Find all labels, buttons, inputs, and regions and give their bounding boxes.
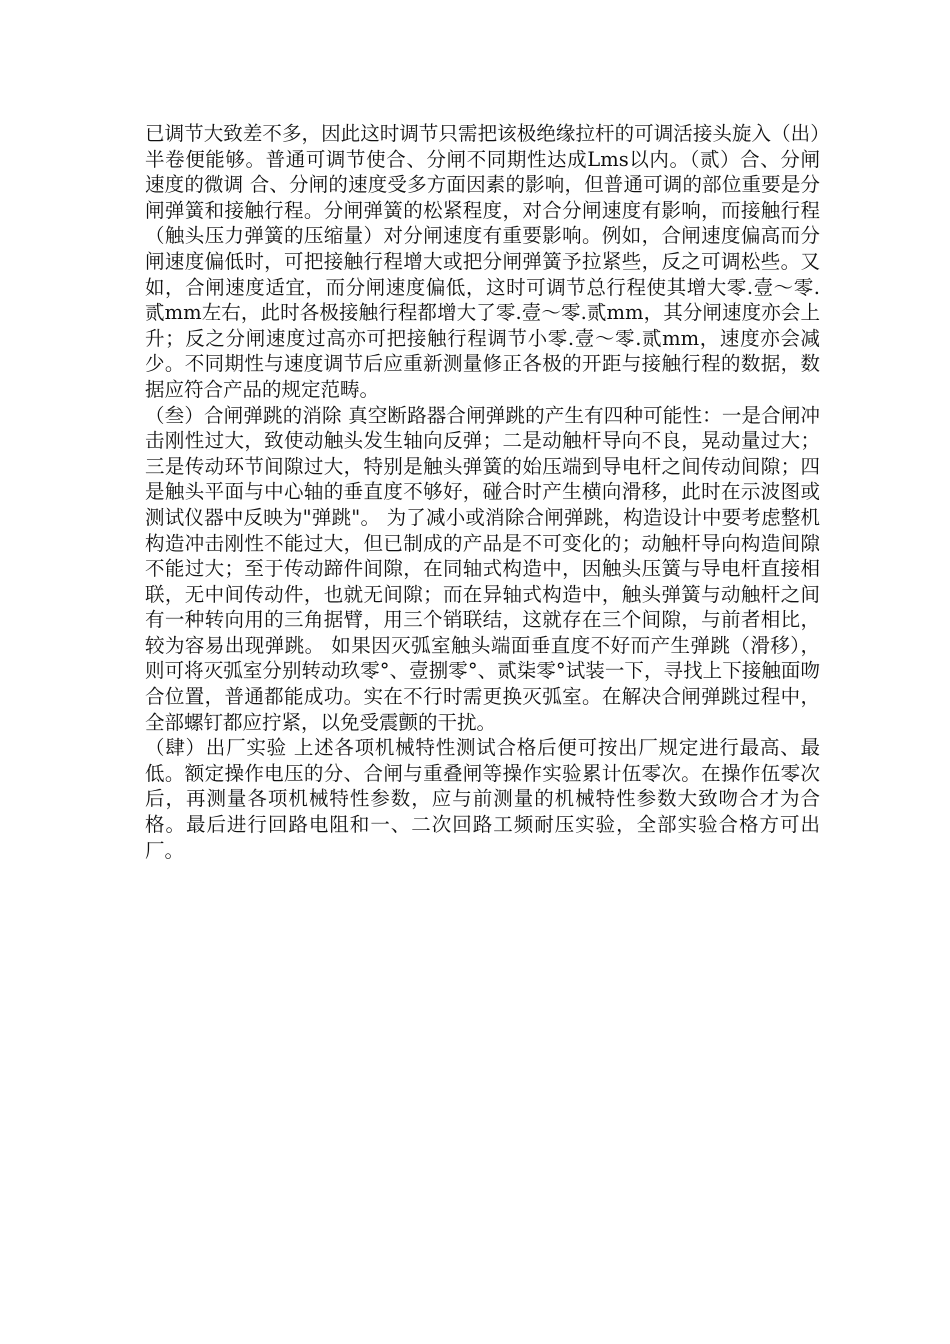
paragraph-speed-adjustment: 已调节大致差不多，因此这时调节只需把该极绝缘拉杆的可调活接头旋入（出）半卷便能够。普通可调节使合、分闸不同期性达成Lms以内。（贰）合、分闸速度的微调 合、分闸的速度受多方面因素的影响，但普通可调的部位重要是分闸弹簧和接触行程。分闸弹簧的松紧程度，对合分闸速度有影响，而接触行程（触头压力弹簧的压缩量）对分闸速度有重要影响。例如，合闸速度偏高而分闸速度偏低时，可把接触行程增大或把分闸弹簧予拉紧些，反之可调松些。又如，合闸速度适宜，而分闸速度偏低，这时可调节总行程使其增大零.壹～零.贰mm左右，此时各极接触行程都增大了零.壹～零.贰mm，其分闸速度亦会上升；反之分闸速度过高亦可把接触行程调节小零.壹～零.贰mm，速度亦会减少。不同期性与速度调节后应重新测量修正各极的开距与接触行程的数据，数据应符合产品的规定范畴。 [145, 122, 820, 401]
paragraph-closing-bounce: （叁）合闸弹跳的消除 真空断路器合闸弹跳的产生有四种可能性：一是合闸冲击刚性过大，致使动触头发生轴向反弹；二是动触杆导向不良，晃动量过大；三是传动环节间隙过大，特别是触头弹簧的始压端到导电杆之间传动间隙；四是触头平面与中心轴的垂直度不够好，碰合时产生横向滑移，此时在示波图或测试仪器中反映为"弹跳"。 为了减小或消除合闸弹跳，构造设计中要考虑整机构造冲击刚性不能过大，但已制成的产品是不可变化的；动触杆导向构造间隙不能过大；至于传动蹄件间隙，在同轴式构造中，因触头压簧与导电杆直接相联，无中间传动件，也就无间隙；而在异轴式构造中，触头弹簧与动触杆之间有一种转向用的三角据臂，用三个销联结，这就存在三个间隙，与前者相比，较为容易出现弹跳。 如果因灭弧室触头端面垂直度不好而产生弹跳（滑移），则可将灭弧室分别转动玖零°、壹捌零°、贰柒零°试装一下，寻找上下接触面吻合位置，普通都能成功。实在不行时需更换灭弧室。在解决合闸弹跳过程中，全部螺钉都应拧紧，以免受震颤的干扰。 [145, 403, 820, 734]
paragraph-factory-test: （肆）出厂实验 上述各项机械特性测试合格后便可按出厂规定进行最高、最低。额定操作电压的分、合闸与重叠闸等操作实验累计伍零次。在操作伍零次后，再测量各项机械特性参数，应与前测量的机械特性参数大致吻合才为合格。最后进行回路电阻和一、二次回路工频耐压实验，全部实验合格方可出厂。 [145, 736, 820, 862]
document-body [145, 121, 820, 863]
